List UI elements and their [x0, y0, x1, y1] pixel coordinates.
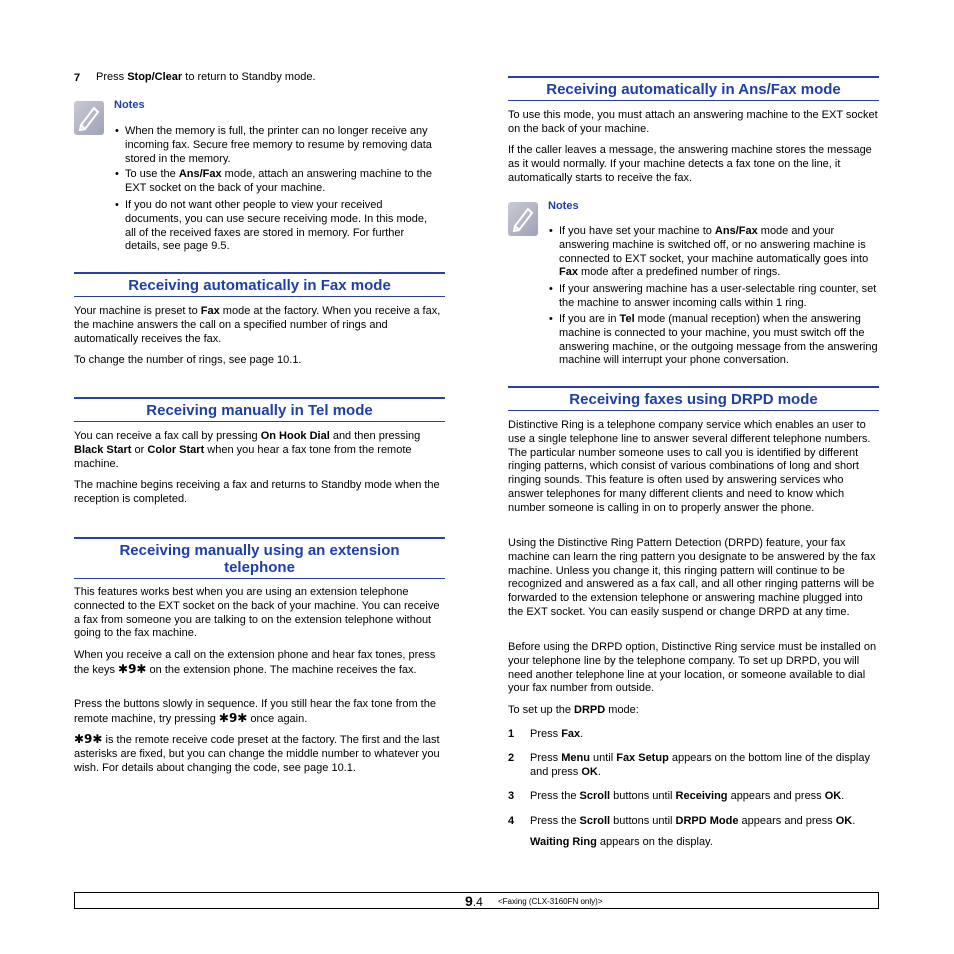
step-number: 2	[508, 752, 515, 764]
remote-code: ✱9✱	[74, 732, 103, 746]
paragraph: When you receive a call on the extension phone and hear fax tones, press the keys ✱9✱ on the extension phone. The machine receives the fax.	[74, 649, 436, 676]
note-bullet: • If you have set your machine to Ans/Fax mode and your answering machine is switched off, or no answering machine is connected to EXT socket, your machine automatically goes into Fax mode after a predefined number of rings.	[559, 225, 879, 280]
paragraph: This features works best when you are using an extension telephone connected to the EXT socket on the back of your machine. You can receive a fax from someone you are talking to on the extension telephone without going to the fax machine.	[74, 586, 440, 640]
notes-icon	[508, 202, 538, 236]
paragraph: The machine begins receiving a fax and returns to Standby mode when the reception is completed.	[74, 479, 440, 505]
paragraph: If the caller leaves a message, the answering machine stores the message as it would normally. If your machine detects a fax tone on the line, it automatically starts to receive the fax.	[508, 144, 872, 184]
notes-title: Notes	[114, 99, 145, 111]
model-note: <Faxing (CLX-3160FN only)>	[498, 897, 603, 906]
paragraph: Before using the DRPD option, Distinctive Ring service must be installed on your telephone line by the telephone company. To set up DRPD, you will need another telephone line at your location, or someone available to dial your fax number from outside.	[508, 641, 877, 695]
step-text: Press Menu until Fax Setup appears on the bottom line of the display and press OK.	[530, 752, 870, 778]
paragraph: Using the Distinctive Ring Pattern Detection (DRPD) feature, your fax machine can learn the ring pattern you designate to be answered by the fax machine. Unless you change it, this ringing pattern will continue to be recognized and answered as a fax call, and all other ringing patterns will be forwarded to the extension telephone or answering machine plugged into the EXT socket. You can easily suspend or change DRPD at any time.	[508, 537, 876, 618]
step-number: 1	[508, 728, 515, 740]
note-bullet: • If you are in Tel mode (manual reception) when the answering machine is connected to your machine, you must switch off the answering machine, or the outgoing message from the answering machine will interrupt your phone conversation.	[559, 313, 879, 368]
note-bullet: • If your answering machine has a user-selectable ring counter, set the machine to answer incoming calls within 1 ring.	[559, 283, 879, 311]
page-footer	[74, 892, 879, 909]
step-text: Press the Scroll buttons until DRPD Mode appears and press OK.	[530, 815, 856, 827]
paragraph: You can receive a fax call by pressing On Hook Dial and then pressing Black Start or Color Start when you hear a fax tone from the remote machine.	[74, 430, 421, 470]
remote-code: ✱9✱	[118, 661, 147, 676]
step-number: 4	[508, 815, 515, 827]
remote-code: ✱9✱	[218, 710, 248, 725]
paragraph: Distinctive Ring is a telephone company service which enables an user to use a single telephone line to answer several different telephone numbers. The particular number someone uses to call you is identified by different ringing patterns, which consist of various combinations of long and short ringing sounds. This feature is often used by answering services who answer telephones for many different clients and need to know which number someone is calling in on to properly answer the phone.	[508, 419, 871, 514]
step-number: 3	[508, 790, 515, 802]
note-bullet: • To use the Ans/Fax mode, attach an answering machine to the EXT socket on the back of your machine.	[125, 168, 435, 196]
step-text: Press the Scroll buttons until Receiving appears and press OK.	[530, 790, 845, 802]
note-bullet: • If you do not want other people to view your received documents, you can use secure receiving mode. In this mode, all of the received faxes are stored in memory. For further details, see page 9.5.	[125, 199, 435, 254]
notes-title: Notes	[548, 200, 579, 212]
paragraph: ✱9✱ is the remote receive code preset at the factory. The first and the last asterisks are fixed, but you can change the middle number to whatever you wish. For details about changing the code, see page 10.1.	[74, 732, 440, 774]
paragraph: Press the buttons slowly in sequence. If you still hear the fax tone from the remote machine, try pressing ✱9✱ once again.	[74, 698, 436, 725]
step-subtext: Waiting Ring appears on the display.	[530, 836, 713, 848]
paragraph: Your machine is preset to Fax mode at the factory. When you receive a fax, the machine answers the call on a specified number of rings and automatically receives the fax.	[74, 305, 441, 345]
section-heading: Receiving automatically in Fax mode	[74, 272, 445, 297]
section-heading: Receiving faxes using DRPD mode	[508, 386, 879, 411]
step-7-text: Press Stop/Clear to return to Standby mode.	[96, 71, 316, 83]
page-number: 9.4	[465, 893, 483, 909]
notes-icon	[74, 101, 104, 135]
section-heading: Receiving manually using an extension telephone	[74, 537, 445, 579]
note-bullet: • When the memory is full, the printer can no longer receive any incoming fax. Secure free memory to resume by removing data stored in the memory.	[125, 125, 435, 166]
step-number: 7	[74, 72, 81, 84]
paragraph: To change the number of rings, see page 10.1.	[74, 354, 302, 366]
paragraph: To use this mode, you must attach an answering machine to the EXT socket on the back of your machine.	[508, 109, 878, 135]
paragraph: To set up the DRPD mode:	[508, 704, 639, 716]
section-heading: Receiving automatically in Ans/Fax mode	[508, 76, 879, 101]
section-heading: Receiving manually in Tel mode	[74, 397, 445, 422]
step-text: Press Fax.	[530, 728, 584, 740]
